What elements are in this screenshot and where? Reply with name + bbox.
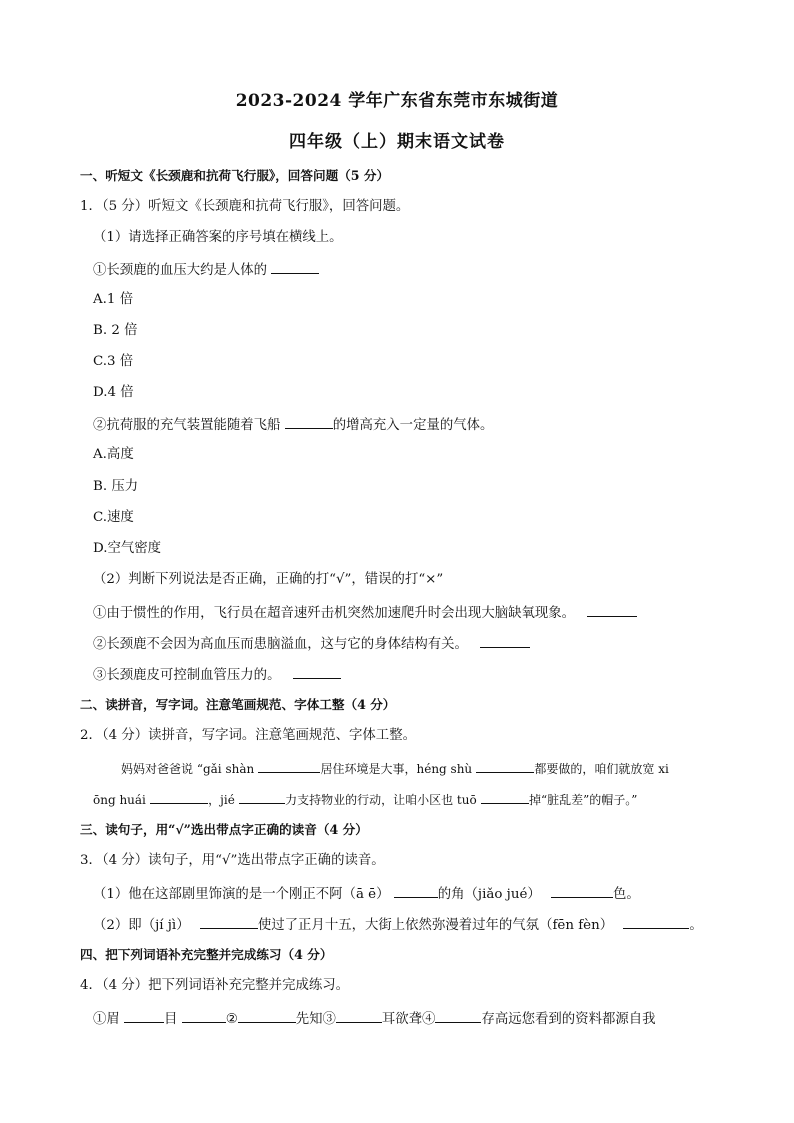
- q3-text: 色。: [613, 887, 640, 902]
- answer-blank[interactable]: [551, 884, 613, 898]
- q1-item2-stem-b: 的增高充入一定量的气体。: [332, 418, 494, 433]
- answer-blank[interactable]: [481, 790, 529, 804]
- answer-blank[interactable]: [394, 884, 438, 898]
- answer-blank[interactable]: [182, 1009, 226, 1023]
- q4-words: [93, 1009, 656, 1029]
- option: D.空气密度: [93, 541, 162, 556]
- answer-blank[interactable]: [124, 1009, 164, 1023]
- option: C.3 倍: [93, 354, 134, 369]
- option: A.1 倍: [93, 292, 134, 307]
- exam-title-line2: 四年级（上）期末语文试卷: [289, 132, 505, 152]
- answer-blank[interactable]: [238, 1009, 296, 1023]
- question-1-head: 1．（5 分）听短文《长颈鹿和抗荷飞行服》，回答问题。: [80, 199, 410, 214]
- answer-blank[interactable]: [476, 759, 534, 773]
- answer-blank[interactable]: [239, 790, 285, 804]
- q3-text: 的角（jiǎo jué）: [437, 887, 541, 902]
- option: C.速度: [93, 510, 134, 525]
- q4-text: 存高远您看到的资料都源自我: [481, 1012, 656, 1027]
- q3-text: 。: [689, 918, 703, 933]
- q2-text: ōng huái: [93, 793, 146, 807]
- judge-text: ①由于惯性的作用，飞行员在超音速歼击机突然加速爬升时会出现大脑缺氧现象。: [93, 606, 576, 621]
- q1-sub1: （1）请选择正确答案的序号填在横线上。: [93, 230, 343, 245]
- answer-blank[interactable]: [587, 603, 637, 617]
- q2-line2: [93, 790, 637, 810]
- answer-blank[interactable]: [336, 1009, 382, 1023]
- judge-item-1: [93, 603, 637, 623]
- option: D.4 倍: [93, 385, 134, 400]
- q3-text: （2）即（jí jì）: [93, 918, 190, 933]
- q3-sentence2: [93, 915, 703, 935]
- answer-blank[interactable]: [435, 1009, 481, 1023]
- q3-text: 使过了正月十五，大街上依然弥漫着过年的气氛（fēn fèn）: [257, 918, 614, 933]
- q3-text: （1）他在这部剧里饰演的是一个刚正不阿（ā ē）: [93, 887, 390, 902]
- q4-text: ②: [225, 1012, 238, 1027]
- section-heading-4: 四、把下列词语补充完整并完成练习（4 分）: [80, 947, 333, 962]
- exam-title-line1: 2023-2024 学年广东省东莞市东城街道: [235, 91, 559, 111]
- q1-item1: [93, 260, 319, 280]
- q2-text: 掉“脏乱差”的帽子。”: [528, 793, 638, 807]
- answer-blank[interactable]: [150, 790, 208, 804]
- answer-blank[interactable]: [285, 415, 333, 429]
- q1-sub2: （2）判断下列说法是否正确，正确的打“√”，错误的打“×”: [93, 572, 444, 587]
- answer-blank[interactable]: [271, 260, 319, 274]
- answer-blank[interactable]: [293, 665, 341, 679]
- section-heading-3: 三、读句子，用“√”选出带点字正确的读音（4 分）: [80, 822, 368, 837]
- q4-text: 目: [164, 1012, 178, 1027]
- q4-text: ①眉: [93, 1012, 120, 1027]
- q4-text: 先知③: [295, 1012, 336, 1027]
- judge-item-3: [93, 665, 341, 685]
- question-4-head: 4．（4 分）把下列词语补充完整并完成练习。: [80, 978, 350, 993]
- answer-blank[interactable]: [258, 759, 320, 773]
- judge-text: ③长颈鹿皮可控制血管压力的。: [93, 668, 281, 683]
- section-heading-2: 二、读拼音，写字词。注意笔画规范、字体工整（4 分）: [80, 697, 396, 712]
- q2-text: 妈妈对爸爸说 “gǎi shàn: [121, 762, 255, 776]
- option: A.高度: [93, 447, 134, 462]
- judge-item-2: [93, 634, 530, 654]
- option: B. 2 倍: [93, 323, 138, 338]
- section-heading-1: 一、听短文《长颈鹿和抗荷飞行服》，回答问题（5 分）: [80, 168, 390, 183]
- q2-text: 居住环境是大事，héng shù: [320, 762, 473, 776]
- option: B. 压力: [93, 479, 139, 494]
- q1-item1-stem: ①长颈鹿的血压大约是人体的: [93, 263, 268, 278]
- q2-text: 力支持物业的行动，让咱小区也 tuō: [285, 793, 477, 807]
- q1-item2-stem-a: ②抗荷服的充气装置能随着飞船: [93, 418, 281, 433]
- question-3-head: 3．（4 分）读句子，用“√”选出带点字正确的读音。: [80, 853, 385, 868]
- answer-blank[interactable]: [200, 915, 258, 929]
- answer-blank[interactable]: [480, 634, 530, 648]
- q2-text: 都要做的，咱们就放宽 xi: [534, 762, 669, 776]
- question-2-head: 2．（4 分）读拼音，写字词。注意笔画规范、字体工整。: [80, 728, 416, 743]
- judge-text: ②长颈鹿不会因为高血压而患脑溢血，这与它的身体结构有关。: [93, 637, 468, 652]
- q1-item2: [93, 415, 493, 435]
- q4-text: 耳欲聋④: [381, 1012, 436, 1027]
- q2-line1: [121, 759, 669, 779]
- answer-blank[interactable]: [623, 915, 689, 929]
- q2-text: ，jié: [208, 793, 235, 807]
- q3-sentence1: [93, 884, 640, 904]
